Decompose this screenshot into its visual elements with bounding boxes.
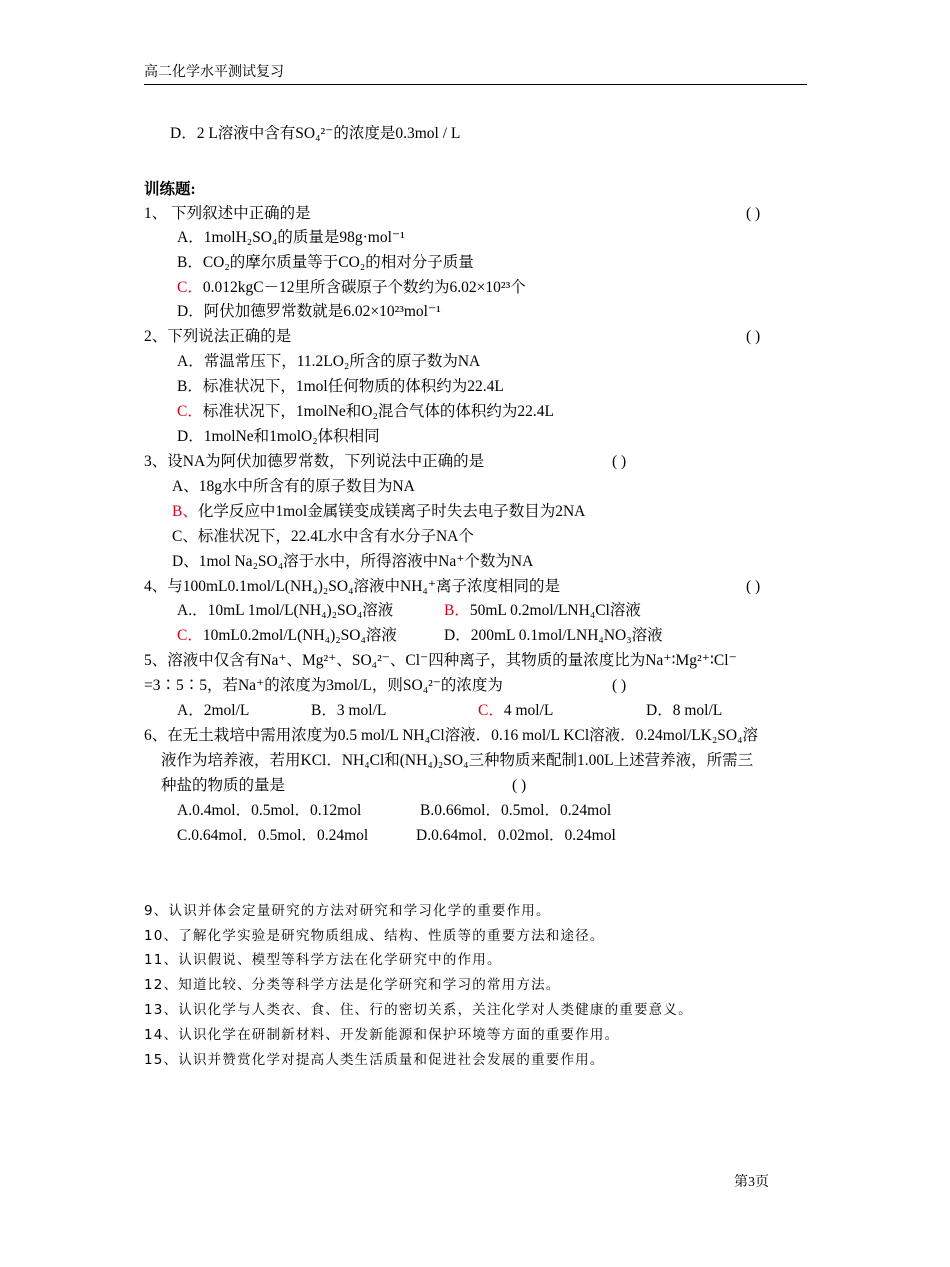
option-text: 0.66mol．0.5mol．0.24mol: [434, 802, 612, 819]
option-letter: C.: [177, 827, 192, 844]
option-letter: D.: [416, 827, 432, 844]
question-1-stem: 1、 下列叙述中正确的是: [144, 205, 311, 222]
option-letter: A．: [177, 353, 204, 370]
option-text: 2mol/L: [203, 702, 250, 719]
question-4-option-d: [444, 626, 663, 646]
option-letter: A．: [177, 229, 204, 246]
page-number: 第3页: [734, 1175, 769, 1190]
option-text: 0.4mol．0.5mol．0.12mol: [192, 802, 362, 819]
question-6-option-d: [416, 826, 616, 846]
question-3-answer-blank: ( ): [612, 453, 627, 470]
option-letter: A、: [172, 478, 199, 495]
question-6-answer-blank: ( ): [512, 777, 527, 794]
option-text: 标准状况下，1mol任何物质的体积约为22.4L: [202, 378, 504, 395]
option-letter: D．: [177, 428, 204, 445]
standard-item-11: 11、认识假说、模型等科学方法在化学研究中的作用。: [144, 952, 502, 968]
option-text: 1mol Na₂SO₄溶于水中，所得溶液中Na⁺个数为NA: [198, 553, 534, 570]
question-6-option-c: [177, 826, 368, 846]
question-2-answer-blank: ( ): [746, 328, 761, 345]
option-letter: A．: [177, 702, 204, 719]
option-text: 标准状况下，1molNe和O₂混合气体的体积约为22.4L: [202, 403, 554, 420]
standard-item-10: 10、了解化学实验是研究物质组成、结构、性质等的重要方法和途径。: [144, 928, 605, 944]
option-letter: B.: [420, 802, 435, 819]
standard-item-14: 14、认识化学在研制新材料、开发新能源和保护环境等方面的重要作用。: [144, 1027, 620, 1043]
question-4-option-c: [177, 626, 397, 646]
training-title: 训练题:: [144, 181, 196, 198]
question-6-stem-line-1: 6、在无土栽培中需用浓度为0.5 mol/L NH₄Cl溶液．0.16 mol/L KCl溶液．0.24mol/LK₂SO₄溶: [144, 727, 758, 744]
question-1-option-c: [177, 278, 526, 298]
option-text: 4 mol/L: [503, 702, 554, 719]
question-5-answer-blank: ( ): [612, 677, 627, 694]
question-5-stem-line-2: =3∶5∶5，若Na⁺的浓度为3mol/L，则SO₄²⁻的浓度为: [144, 677, 503, 694]
option-text: 3 mol/L: [336, 702, 387, 719]
option-letter: D．: [177, 303, 204, 320]
option-text: 0.64mol．0.5mol．0.24mol: [191, 827, 369, 844]
option-text: 10mL0.2mol/L(NH₄)₂SO₄溶液: [202, 627, 397, 644]
answer-letter: B．: [444, 602, 470, 619]
option-letter: D．: [646, 702, 673, 719]
header-title: 高二化学水平测试复习: [144, 65, 284, 80]
question-5-stem-line-1: 5、溶液中仅含有Na⁺、Mg²⁺、SO₄²⁻、Cl⁻四种离子，其物质的量浓度比为Na⁺∶Mg²⁺∶Cl⁻: [144, 652, 737, 669]
question-5-option-b: [311, 701, 386, 721]
question-1-option-b: [177, 253, 474, 273]
option-text: 0.012kgC－12里所含碳原子个数约为6.02×10²³个: [202, 279, 526, 296]
standard-item-15: 15、认识并赞赏化学对提高人类生活质量和促进社会发展的重要作用。: [144, 1052, 605, 1068]
question-1-answer-blank: ( ): [746, 205, 761, 222]
standard-item-13: 13、认识化学与人类衣、食、住、行的密切关系，关注化学对人类健康的重要意义。: [144, 1002, 693, 1018]
answer-letter: C．: [177, 627, 203, 644]
option-text: 10mL 1mol/L(NH₄)₂SO₄溶液: [207, 602, 394, 619]
question-3-stem: 3、设NA为阿伏加德罗常数，下列说法中正确的是: [144, 453, 485, 470]
option-text: 18g水中所含有的原子数目为NA: [198, 478, 415, 495]
question-4-option-b: [444, 601, 641, 621]
question-5-option-d: [646, 701, 722, 721]
question-2-option-d: [177, 427, 380, 447]
question-5-option-a: [177, 701, 249, 721]
page-header: [144, 64, 807, 85]
option-letter: D．: [444, 627, 471, 644]
question-3-option-b: [172, 502, 585, 522]
option-text: 8 mol/L: [672, 702, 723, 719]
question-6-option-a: [177, 801, 361, 821]
question-6-option-b: [420, 801, 611, 821]
answer-letter: C．: [177, 279, 203, 296]
question-2-option-a: [177, 352, 480, 372]
question-6-stem-line-2: 液作为培养液，若用KCl．NH₄Cl和(NH₄)₂SO₄三种物质来配制1.00L上述营养液，所需三: [161, 752, 754, 769]
option-letter: D、: [172, 553, 199, 570]
question-4-answer-blank: ( ): [746, 578, 761, 595]
question-4-stem: 4、与100mL0.1mol/L(NH₄)₂SO₄溶液中NH₄⁺离子浓度相同的是: [144, 578, 560, 595]
answer-letter: C．: [177, 403, 203, 420]
option-text: 200mL 0.1mol/LNH₄NO₃溶液: [470, 627, 663, 644]
option-letter: C、: [172, 528, 198, 545]
option-text: 常温常压下，11.2LO₂所含的原子数为NA: [203, 353, 481, 370]
option-letter: B．: [177, 378, 203, 395]
question-3-option-c: [172, 527, 474, 547]
option-letter: A.．: [177, 602, 208, 619]
answer-letter: B、: [172, 503, 198, 520]
option-text: 标准状况下，22.4L水中含有水分子NA个: [197, 528, 474, 545]
option-text: 0.64mol．0.02mol．0.24mol: [431, 827, 616, 844]
option-text: 阿伏加德罗常数就是6.02×10²³mol⁻¹: [203, 303, 441, 320]
option-text: 1molH₂SO₄的质量是98g·mol⁻¹: [203, 229, 405, 246]
option-text: 化学反应中1mol金属镁变成镁离子时失去电子数目为2NA: [197, 503, 586, 520]
question-4-option-a: [177, 601, 393, 621]
question-1-option-d: [177, 302, 441, 322]
question-2-stem: 2、下列说法正确的是: [144, 328, 292, 345]
option-letter: B．: [177, 254, 203, 271]
answer-letter: C．: [478, 702, 504, 719]
question-3-option-a: [172, 477, 415, 497]
question-2-option-c: [177, 402, 554, 422]
question-1-option-a: [177, 228, 405, 248]
option-letter: A.: [177, 802, 193, 819]
standard-item-9: 9、认识并体会定量研究的方法对研究和学习化学的重要作用。: [144, 903, 551, 919]
question-5-option-c: [478, 701, 553, 721]
option-text: 50mL 0.2mol/LNH₄Cl溶液: [469, 602, 641, 619]
question-3-option-d: [172, 552, 533, 572]
option-letter: B．: [311, 702, 337, 719]
question-6-stem-line-3: 种盐的物质的量是: [161, 777, 286, 794]
standard-item-12: 12、知道比较、分类等科学方法是化学研究和学习的常用方法。: [144, 977, 561, 993]
option-text: 1molNe和1molO₂体积相同: [203, 428, 380, 445]
option-text: CO₂的摩尔质量等于CO₂的相对分子质量: [202, 254, 474, 271]
top-option-d: D．2 L溶液中含有SO₄²⁻的浓度是0.3mol / L: [170, 125, 461, 142]
question-2-option-b: [177, 377, 504, 397]
